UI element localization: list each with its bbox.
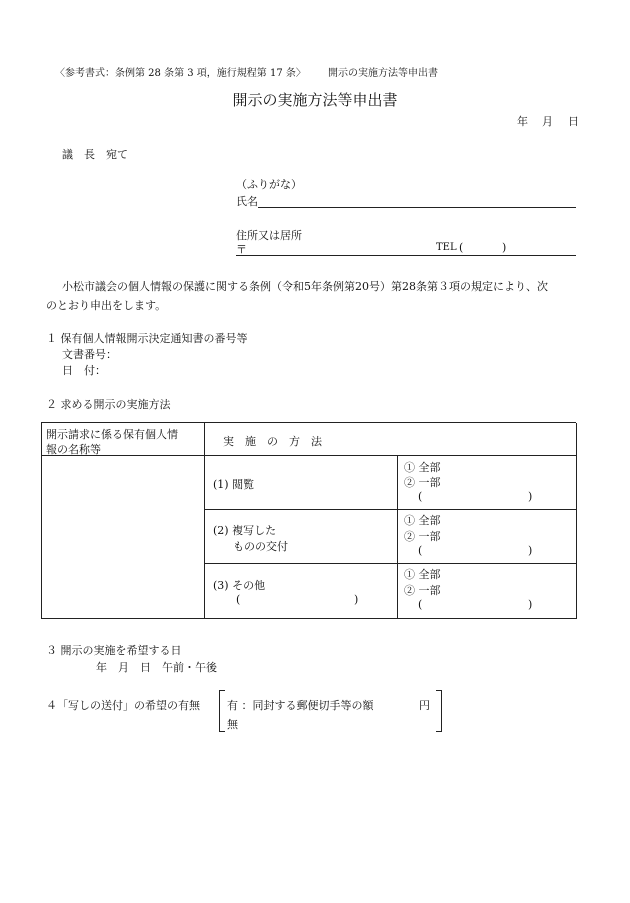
section1-heading: １ 保有個人情報開示決定通知書の番号等 (46, 332, 248, 345)
addressee: 議 長 宛て (62, 148, 128, 161)
row3-option-partial[interactable]: ② 一部 (404, 584, 441, 597)
tel-paren-open: ( (459, 241, 464, 254)
postal-mark: 〒 (236, 243, 247, 256)
method-row-3-paren-close: ) (354, 593, 359, 606)
intro-line-2: のとおり申出をします。 (46, 299, 167, 312)
name-field-line[interactable] (258, 207, 576, 208)
row3-option-all[interactable]: ① 全部 (404, 568, 441, 581)
col1-header-line2: 報の名称等 (46, 443, 101, 456)
date-label: 日 付： (62, 364, 106, 377)
right-bracket (436, 690, 442, 732)
row1-paren-close: ) (528, 490, 533, 503)
reference-note: 〈参考書式：条例第 28 条第 3 項，施行規程第 17 条〉 (55, 68, 306, 79)
tel-paren-close: ) (502, 241, 507, 254)
mail-no-option[interactable]: 無 (227, 718, 238, 731)
col1-header-line1: 開示請求に係る保有個人情 (46, 428, 178, 441)
row2-option-partial[interactable]: ② 一部 (404, 530, 441, 543)
furigana-label: （ふりがな） (236, 178, 302, 191)
page-title: 開示の実施方法等申出書 (232, 91, 398, 109)
address-label: 住所又は居所 (236, 229, 302, 242)
section3-heading: ３ 開示の実施を希望する日 (46, 644, 182, 657)
left-bracket (219, 690, 225, 732)
yen-label: 円 (419, 699, 430, 712)
row1-option-all[interactable]: ① 全部 (404, 461, 441, 474)
document-name-cell[interactable] (42, 456, 204, 618)
row2-option-all[interactable]: ① 全部 (404, 514, 441, 527)
row1-paren-open: ( (418, 490, 423, 503)
row2-paren-open: ( (418, 544, 423, 557)
date-month: 月 (542, 115, 553, 128)
method-row-3-paren-open: ( (236, 593, 241, 606)
method-row-3: (3) その他 (213, 579, 266, 592)
col2-header: 実 施 の 方 法 (223, 435, 322, 448)
method-row-1: (1) 閲覧 (213, 478, 255, 491)
row1-option-partial[interactable]: ② 一部 (404, 476, 441, 489)
tel-label: TEL (436, 242, 457, 253)
intro-line-1: 小松市議会の個人情報の保護に関する条例（令和5年条例第20号）第28条第３項の規定により、次 (62, 280, 548, 293)
mail-yes-option[interactable]: 有 ：同封する郵便切手等の額 (227, 699, 374, 712)
row3-paren-open: ( (418, 598, 423, 611)
date-day: 日 (568, 115, 579, 128)
method-row-2: (2) 複写した (213, 524, 277, 537)
preferred-date-line[interactable]: 年 月 日 午前・午後 (96, 661, 217, 674)
row3-paren-close: ) (528, 598, 533, 611)
method-row-2-line2: ものの交付 (233, 540, 288, 553)
date-year: 年 (517, 115, 528, 128)
address-field-line[interactable] (236, 255, 576, 256)
doc-number-label: 文書番号： (62, 348, 117, 361)
section2-heading: ２ 求める開示の実施方法 (46, 398, 171, 411)
reference-title: 開示の実施方法等申出書 (328, 68, 438, 79)
name-label: 氏名 (236, 195, 258, 208)
row2-paren-close: ) (528, 544, 533, 557)
section4-heading: ４「写しの送付」の希望の有無 (46, 699, 200, 712)
